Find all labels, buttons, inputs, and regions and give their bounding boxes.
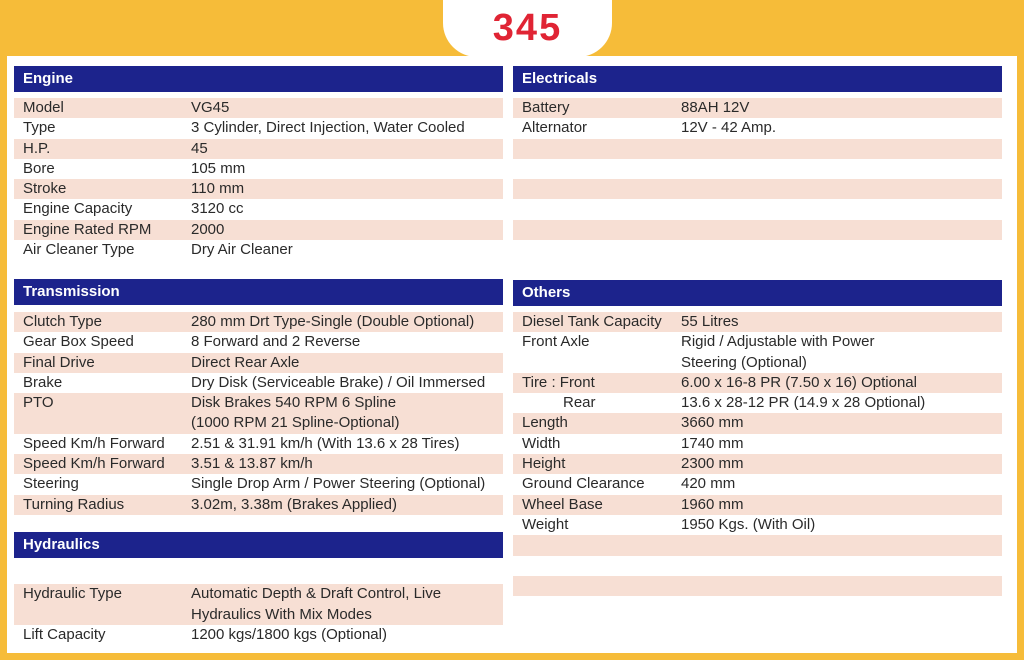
engine-spec-row xyxy=(14,240,503,260)
spec-value xyxy=(191,373,503,393)
engine-spec-row xyxy=(14,98,503,118)
spec-value xyxy=(191,625,503,645)
engine-section xyxy=(14,66,503,260)
spec-label: Length xyxy=(522,414,568,432)
spec-value xyxy=(681,332,1002,373)
spec-value xyxy=(191,564,503,584)
spec-value xyxy=(191,118,503,138)
spec-value xyxy=(681,454,1002,474)
spec-value-line: 2000 xyxy=(191,220,225,238)
hydraulics-spec-row xyxy=(14,564,503,584)
spec-value xyxy=(681,159,1002,179)
spec-value xyxy=(191,474,503,494)
engine-spec-row xyxy=(14,179,503,199)
spec-label: Wheel Base xyxy=(522,495,603,513)
spec-value-line: 3660 mm xyxy=(681,414,744,432)
spec-value-line: 420 mm xyxy=(681,475,736,493)
transmission-section xyxy=(14,279,503,515)
electricals-spec-row xyxy=(513,220,1002,240)
hydraulics-rows xyxy=(14,564,503,645)
others-spec-row xyxy=(513,556,1002,576)
spec-value-line: 12V - 42 Amp. xyxy=(681,119,777,137)
spec-value-line: 13.6 x 28-12 PR (14.9 x 28 Optional) xyxy=(681,394,926,412)
spec-value xyxy=(191,495,503,515)
spec-value-line: 1960 mm xyxy=(681,495,744,513)
others-spec-row xyxy=(513,413,1002,433)
transmission-spec-row xyxy=(14,393,503,434)
transmission-spec-row xyxy=(14,454,503,474)
model-badge: 345 xyxy=(443,0,612,57)
spec-label xyxy=(513,220,681,240)
spec-value xyxy=(681,434,1002,454)
spec-label: Model xyxy=(23,99,64,116)
hydraulics-header: Hydraulics xyxy=(14,532,503,558)
transmission-spec-row xyxy=(14,353,503,373)
spec-value-line: 45 xyxy=(191,139,208,157)
spec-value-line: 2.51 & 31.91 km/h (With 13.6 x 28 Tires) xyxy=(191,434,460,452)
electricals-spec-row xyxy=(513,159,1002,179)
spec-value-line: 3.51 & 13.87 km/h xyxy=(191,455,313,473)
spec-value xyxy=(681,535,1002,555)
transmission-spec-row xyxy=(14,373,503,393)
spec-value xyxy=(191,98,503,118)
spec-value xyxy=(681,312,1002,332)
spec-value xyxy=(681,199,1002,219)
electricals-spec-row xyxy=(513,139,1002,159)
spec-label: Height xyxy=(522,455,566,473)
electricals-section xyxy=(513,66,1002,240)
spec-value-line: 55 Litres xyxy=(681,313,739,330)
hydraulics-section xyxy=(14,532,503,645)
spec-value xyxy=(191,220,503,240)
electricals-header: Electricals xyxy=(513,66,1002,92)
spec-value-line: 3.02m, 3.38m (Brakes Applied) xyxy=(191,495,397,513)
spec-value-line: 280 mm Drt Type-Single (Double Optional) xyxy=(191,313,475,330)
spec-label xyxy=(513,556,681,576)
spec-value xyxy=(191,353,503,373)
spec-value xyxy=(681,576,1002,596)
spec-label: Diesel Tank Capacity xyxy=(522,313,662,330)
spec-value xyxy=(191,393,503,434)
spec-value-line: 2300 mm xyxy=(681,455,744,473)
spec-value xyxy=(681,596,1002,616)
spec-value xyxy=(191,332,503,352)
spec-value xyxy=(191,139,503,159)
spec-label: Stroke xyxy=(23,180,67,198)
spec-value xyxy=(681,556,1002,576)
spec-label: Final Drive xyxy=(23,353,95,371)
others-spec-row xyxy=(513,434,1002,454)
others-spec-row xyxy=(513,454,1002,474)
spec-value-line-2: Hydraulics With Mix Modes xyxy=(191,605,372,623)
spec-label xyxy=(513,596,681,616)
spec-value xyxy=(681,515,1002,535)
spec-value-line: Automatic Depth & Draft Control, Live xyxy=(191,585,442,603)
spec-value-line: 3 Cylinder, Direct Injection, Water Cooled xyxy=(191,119,465,137)
spec-label xyxy=(14,564,191,584)
spec-label: Engine Rated RPM xyxy=(23,220,152,238)
spec-label xyxy=(513,159,681,179)
spec-label: Rear xyxy=(563,394,596,412)
spec-label: Weight xyxy=(522,515,569,533)
spec-value xyxy=(681,413,1002,433)
spec-value-line: 88AH 12V xyxy=(681,99,750,116)
spec-value-line: 6.00 x 16-8 PR (7.50 x 16) Optional xyxy=(681,373,917,391)
spec-value xyxy=(681,495,1002,515)
spec-label: Battery xyxy=(522,99,570,116)
spec-label: Tire : Front xyxy=(522,373,595,391)
others-spec-row xyxy=(513,495,1002,515)
transmission-spec-row xyxy=(14,495,503,515)
engine-spec-row xyxy=(14,139,503,159)
others-rows xyxy=(513,312,1002,616)
engine-spec-row xyxy=(14,220,503,240)
spec-label: Bore xyxy=(23,159,55,177)
spec-label: Speed Km/h Forward xyxy=(23,434,165,452)
electricals-spec-row xyxy=(513,179,1002,199)
spec-label: Type xyxy=(23,119,56,137)
spec-value xyxy=(191,199,503,219)
spec-label: Air Cleaner Type xyxy=(23,241,135,259)
others-spec-row xyxy=(513,373,1002,393)
others-spec-row xyxy=(513,332,1002,373)
engine-spec-row xyxy=(14,199,503,219)
spec-value xyxy=(191,159,503,179)
spec-label: Turning Radius xyxy=(23,495,125,513)
spec-value-line: 105 mm xyxy=(191,159,246,177)
spec-value-line: Disk Brakes 540 RPM 6 Spline xyxy=(191,394,397,412)
spec-label: Steering xyxy=(23,475,79,493)
others-spec-row xyxy=(513,515,1002,535)
spec-value-line-2: (1000 RPM 21 Spline-Optional) xyxy=(191,414,400,432)
spec-label xyxy=(513,139,681,159)
spec-value xyxy=(191,434,503,454)
spec-label: Gear Box Speed xyxy=(23,333,134,351)
spec-value-line: Rigid / Adjustable with Power xyxy=(681,333,875,351)
spec-value-line: 8 Forward and 2 Reverse xyxy=(191,333,361,351)
spec-value-line: Dry Disk (Serviceable Brake) / Oil Immersed xyxy=(191,373,486,391)
spec-value xyxy=(681,393,1002,413)
spec-value-line: VG45 xyxy=(191,99,230,116)
others-spec-row xyxy=(513,596,1002,616)
spec-value xyxy=(191,312,503,332)
spec-value xyxy=(681,98,1002,118)
transmission-spec-row xyxy=(14,474,503,494)
hydraulics-spec-row xyxy=(14,625,503,645)
spec-value-line-2: Steering (Optional) xyxy=(681,353,807,371)
others-section xyxy=(513,280,1002,616)
transmission-rows xyxy=(14,312,503,515)
transmission-spec-row xyxy=(14,332,503,352)
spec-value xyxy=(681,220,1002,240)
spec-label xyxy=(513,179,681,199)
spec-label: H.P. xyxy=(23,139,51,157)
electricals-spec-row xyxy=(513,98,1002,118)
electricals-spec-row xyxy=(513,199,1002,219)
electricals-rows xyxy=(513,98,1002,240)
spec-value xyxy=(681,373,1002,393)
spec-label: Front Axle xyxy=(522,333,590,351)
spec-label: Alternator xyxy=(522,119,588,137)
others-spec-row xyxy=(513,312,1002,332)
others-spec-row xyxy=(513,535,1002,555)
spec-value xyxy=(191,240,503,260)
spec-value xyxy=(681,139,1002,159)
spec-value-line: 1950 Kgs. (With Oil) xyxy=(681,515,816,533)
spec-value xyxy=(191,584,503,625)
spec-value-line: Direct Rear Axle xyxy=(191,353,300,371)
engine-spec-row xyxy=(14,159,503,179)
hydraulics-spec-row xyxy=(14,584,503,625)
others-spec-row xyxy=(513,393,1002,413)
spec-label xyxy=(513,535,681,555)
spec-label: Engine Capacity xyxy=(23,200,133,218)
spec-label: Lift Capacity xyxy=(23,625,106,643)
spec-label: Brake xyxy=(23,373,63,391)
spec-value-line: 1740 mm xyxy=(681,434,744,452)
spec-label: Clutch Type xyxy=(23,313,102,330)
spec-value xyxy=(681,474,1002,494)
spec-label: Width xyxy=(522,434,561,452)
spec-value xyxy=(191,179,503,199)
transmission-spec-row xyxy=(14,434,503,454)
engine-spec-row xyxy=(14,118,503,138)
engine-header: Engine xyxy=(14,66,503,92)
others-spec-row xyxy=(513,474,1002,494)
spec-value-line: 110 mm xyxy=(191,180,245,198)
spec-label: Ground Clearance xyxy=(522,475,645,493)
transmission-spec-row xyxy=(14,312,503,332)
spec-value xyxy=(191,454,503,474)
spec-label xyxy=(513,199,681,219)
others-spec-row xyxy=(513,576,1002,596)
spec-label: PTO xyxy=(23,394,54,412)
electricals-spec-row xyxy=(513,118,1002,138)
spec-value xyxy=(681,118,1002,138)
engine-rows xyxy=(14,98,503,260)
spec-label: Hydraulic Type xyxy=(23,585,122,603)
spec-value-line: Dry Air Cleaner xyxy=(191,241,293,259)
spec-value-line: 3120 cc xyxy=(191,200,244,218)
spec-value-line: Single Drop Arm / Power Steering (Optional) xyxy=(191,475,486,493)
others-header: Others xyxy=(513,280,1002,306)
spec-label: Speed Km/h Forward xyxy=(23,455,165,473)
spec-value xyxy=(681,179,1002,199)
spec-label xyxy=(513,576,681,596)
spec-value-line: 1200 kgs/1800 kgs (Optional) xyxy=(191,625,387,643)
transmission-header: Transmission xyxy=(14,279,503,305)
